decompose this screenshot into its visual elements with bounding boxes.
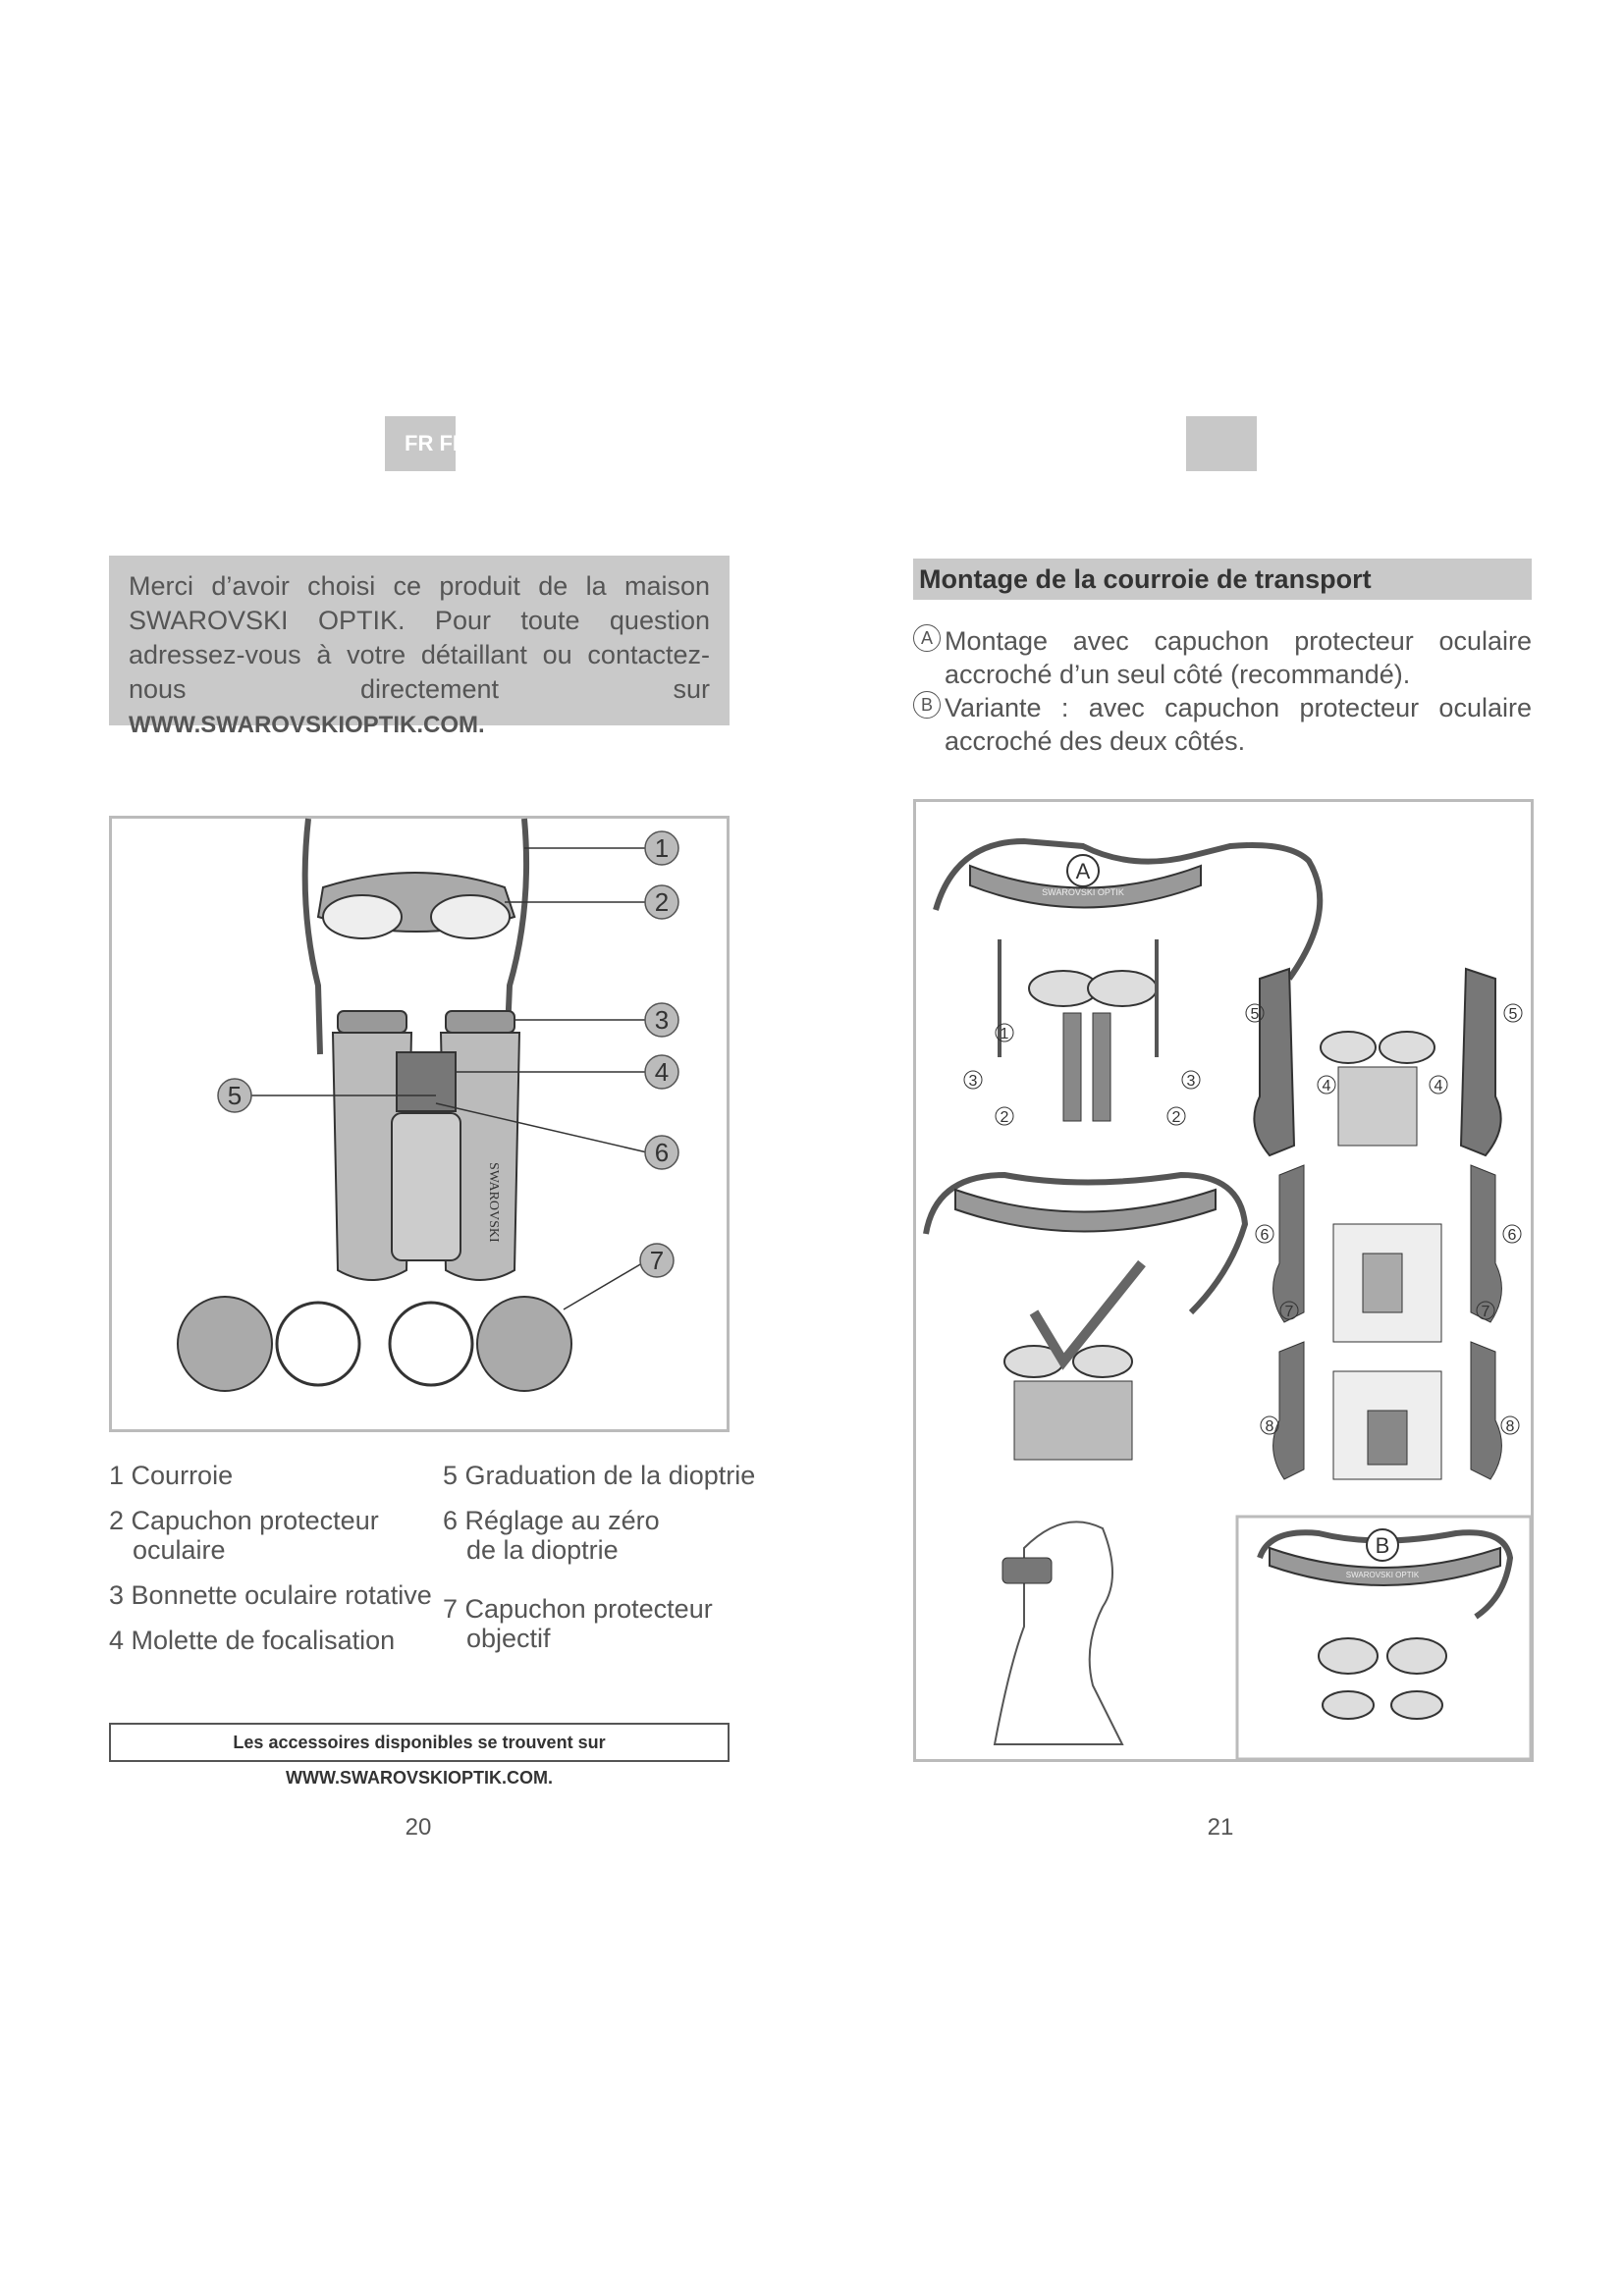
svg-text:7: 7 (1284, 1304, 1294, 1320)
svg-text:7: 7 (649, 1246, 665, 1275)
objective-cap (178, 1297, 571, 1391)
callout-1 (645, 831, 678, 865)
svg-text:1: 1 (1000, 1026, 1009, 1042)
callout-4 (645, 1055, 678, 1089)
svg-text:6: 6 (654, 1138, 670, 1167)
instruction-a: A Montage avec capuchon protecteur oculaire accroché d’un seul côté (recommandé). (913, 624, 1532, 691)
svg-text:7: 7 (1481, 1304, 1490, 1320)
intro-url[interactable]: WWW.SWAROVSKIOPTIK.COM. (129, 712, 485, 738)
strap-panel-steps-6-7 (1273, 1165, 1502, 1342)
accessories-note: Les accessoires disponibles se trouvent sur WWW.SWAROVSKIOPTIK.COM. (109, 1723, 730, 1762)
legend-item-5: 5 Graduation de la dioptrie (443, 1461, 756, 1490)
section-title: Montage de la courroie de transport (913, 559, 1532, 600)
strap-panel-steps-4-5 (1254, 969, 1500, 1155)
page-number-right: 21 (1207, 1814, 1234, 1841)
legend-item-6: 6 Réglage au zéro de la dioptrie (443, 1506, 660, 1565)
svg-text:6: 6 (1507, 1227, 1517, 1244)
legend-item-1: 1 Courroie (109, 1461, 234, 1490)
svg-text:SWAROVSKI OPTIK: SWAROVSKI OPTIK (1345, 1571, 1420, 1579)
strap-mounting-diagram (913, 799, 1534, 1762)
svg-text:SWAROVSKI OPTIK: SWAROVSKI OPTIK (1042, 887, 1124, 897)
strap-mounting-drawing (916, 802, 1531, 1759)
intro-box (109, 556, 730, 738)
callout-5 (218, 1079, 251, 1112)
eyecup-left (338, 1011, 406, 1033)
person-with-binoculars (995, 1522, 1122, 1744)
legend-col-2 (443, 1461, 757, 1653)
svg-text:1: 1 (654, 833, 670, 863)
legend-item-7: 7 Capuchon protecteur objectif (443, 1594, 713, 1653)
page-number-left: 20 (405, 1814, 432, 1841)
svg-text:5: 5 (1508, 1006, 1518, 1023)
label-b: B (1375, 1533, 1390, 1558)
legend-col-1 (109, 1461, 433, 1655)
strap-panel-check (926, 1175, 1245, 1460)
bridge (392, 1113, 460, 1260)
focus-wheel (397, 1052, 456, 1111)
strap-left (305, 819, 320, 1054)
brand-engraving: SWAROVSKI (486, 1162, 501, 1243)
intro-text: Merci d’avoir choisi ce produit de la maison SWAROVSKI OPTIK. Pour toute question adressez-vous à votre détaillant ou contactez-nous directement sur (129, 571, 710, 704)
instructions (913, 624, 1532, 758)
svg-text:6: 6 (1260, 1227, 1270, 1244)
eyecup-right (446, 1011, 514, 1033)
svg-text:4: 4 (1434, 1078, 1443, 1095)
svg-text:4: 4 (1322, 1078, 1331, 1095)
eyepiece-cap (318, 873, 514, 938)
svg-text:8: 8 (1265, 1418, 1274, 1435)
legend-item-3: 3 Bonnette oculaire rotative (109, 1580, 432, 1610)
callout-3 (645, 1003, 678, 1037)
svg-text:2: 2 (654, 887, 670, 917)
legend-item-4: 4 Molette de focalisation (109, 1626, 396, 1655)
callout-2 (645, 885, 678, 919)
svg-text:2: 2 (1000, 1109, 1009, 1126)
svg-text:5: 5 (227, 1081, 243, 1110)
label-a: A (1075, 859, 1091, 883)
binocular-drawing (112, 819, 727, 1429)
callout-6 (645, 1136, 678, 1169)
svg-text:5: 5 (1250, 1006, 1260, 1023)
strap-panel-step-8 (1273, 1342, 1502, 1479)
binocular-diagram (109, 816, 730, 1432)
svg-text:3: 3 (968, 1073, 978, 1090)
instruction-b: B Variante : avec capuchon protecteur oculaire accroché des deux côtés. (913, 691, 1532, 758)
svg-text:2: 2 (1171, 1109, 1181, 1126)
svg-text:4: 4 (654, 1057, 670, 1087)
svg-text:8: 8 (1505, 1418, 1515, 1435)
label-b-icon: B (913, 691, 941, 719)
legend-item-2: 2 Capuchon protecteur oculaire (109, 1506, 379, 1565)
svg-text:3: 3 (654, 1005, 670, 1035)
language-tab-right (1186, 416, 1257, 471)
label-a-icon: A (913, 624, 941, 652)
svg-text:3: 3 (1186, 1073, 1196, 1090)
callout-7 (640, 1244, 674, 1277)
language-tab: FR FR (385, 416, 456, 471)
